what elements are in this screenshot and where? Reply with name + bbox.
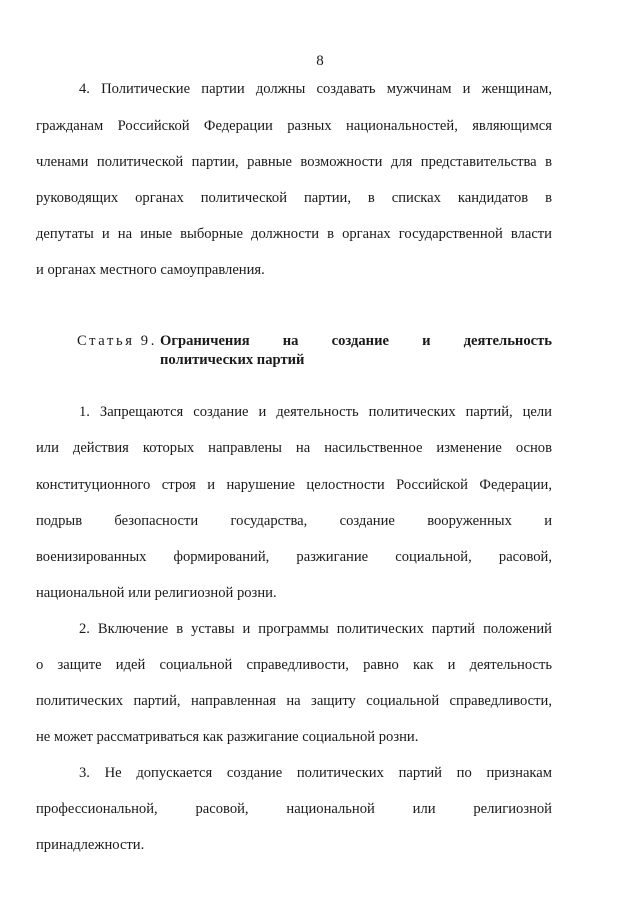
paragraph-line: принадлежности. <box>36 837 145 853</box>
paragraph-line: 1. Запрещаются создание и деятельность политических партий, цели <box>79 404 552 420</box>
paragraph-line: национальной или религиозной розни. <box>36 585 277 601</box>
paragraph-line: о защите идей социальной справедливости, равно как и деятельность <box>36 657 552 673</box>
paragraph-line: конституционного строя и нарушение целостности Российской Федерации, <box>36 477 552 493</box>
paragraph-line: военизированных формирований, разжигание социальной, расовой, <box>36 549 552 565</box>
article-title-line: Ограничения на создание и деятельность <box>160 333 552 349</box>
paragraph-line: не может рассматриваться как разжигание социальной розни. <box>36 729 419 745</box>
paragraph-line: подрыв безопасности государства, создание вооруженных и <box>36 513 552 529</box>
article-title-line: политических партий <box>160 352 305 368</box>
page-number: 8 <box>316 53 324 69</box>
paragraph-line: депутаты и на иные выборные должности в органах государственной власти <box>36 226 552 242</box>
paragraph-line: гражданам Российской Федерации разных национальностей, являющимся <box>36 118 552 134</box>
paragraph-line: политических партий, направленная на защиту социальной справедливости, <box>36 693 552 709</box>
paragraph-line: профессиональной, расовой, национальной или религиозной <box>36 801 552 817</box>
paragraph-line: 3. Не допускается создание политических партий по признакам <box>79 765 552 781</box>
paragraph-line: руководящих органах политической партии, в списках кандидатов в <box>36 190 552 206</box>
paragraph-line: и органах местного самоуправления. <box>36 262 265 278</box>
paragraph-line: или действия которых направлены на насильственное изменение основ <box>36 440 552 456</box>
paragraph-line: членами политической партии, равные возможности для представительства в <box>36 154 552 170</box>
paragraph-line: 2. Включение в уставы и программы политических партий положений <box>79 621 552 637</box>
article-number: Статья 9. <box>77 333 157 349</box>
paragraph-line: 4. Политические партии должны создавать мужчинам и женщинам, <box>79 81 552 97</box>
